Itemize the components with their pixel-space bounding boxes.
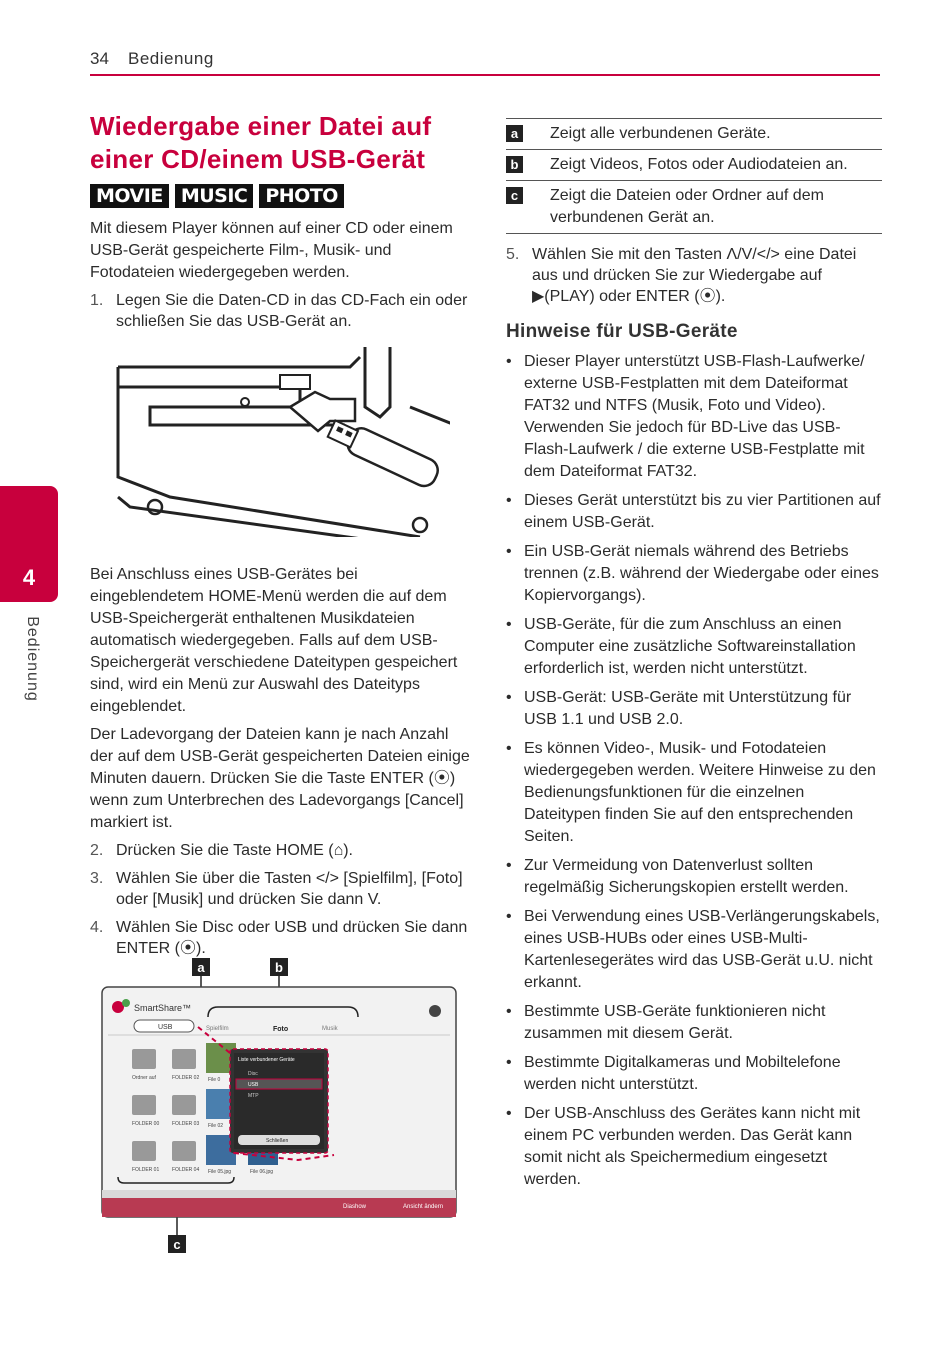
chapter-label: Bedienung <box>24 616 41 702</box>
list-item: • USB-Gerät: USB-Geräte mit Unterstützung für USB 1.1 und USB 2.0. <box>506 687 882 731</box>
intro-text: Mit diesem Player können auf einer CD oder einem USB-Gerät gespeicherte Film-, Musik- und Fotodateien wiedergegeben werden. <box>90 220 453 281</box>
svg-text:FOLDER 01: FOLDER 01 <box>132 1167 160 1173</box>
svg-text:USB: USB <box>158 1024 173 1031</box>
smartshare-screen-illustration <box>98 955 464 1257</box>
list-item: • Bei Verwendung eines USB-Verlängerungskabels, eines USB-HUBs oder eines USB-Multi-Kartenlesegerätes wird das USB-Gerät u.U. nicht erkannt. <box>506 906 882 994</box>
svg-text:Foto: Foto <box>273 1026 289 1033</box>
list-item: • Der USB-Anschluss des Gerätes kann nicht mit einem PC verbunden werden. Das Gerät kann somit nicht als Speichermedium eingesetzt werden. <box>506 1103 882 1191</box>
step-1: 1. Legen Sie die Daten-CD in das CD-Fach ein oder schließen Sie das USB-Gerät an. <box>90 292 468 330</box>
list-item: • Zur Vermeidung von Datenverlust sollten regelmäßig Sicherungskopien erstellt werden. <box>506 855 882 899</box>
svg-text:Schließen: Schließen <box>266 1138 289 1144</box>
music-badge: MUSIC <box>175 184 254 208</box>
key-a: a <box>506 125 523 142</box>
svg-text:b: b <box>275 960 283 975</box>
svg-text:Ordner auf: Ordner auf <box>132 1075 156 1081</box>
svg-text:a: a <box>197 960 205 975</box>
table-row <box>506 150 882 181</box>
svg-text:File 05.jpg: File 05.jpg <box>208 1169 232 1175</box>
usb-connection-illustration <box>90 347 450 537</box>
photo-badge: PHOTO <box>259 184 344 208</box>
usb-autoplay-text: Bei Anschluss eines USB-Gerätes bei eingeblendetem HOME-Menü werden die auf dem USB-Speichergerät enthaltenen Musikdateien automatisch wiedergegeben. Falls auf dem USB-Speichergerät verschiedene Dateitypen gespeichert sind, wird ein Menü zur Auswahl des Dateityps eingeblendet. <box>90 566 458 715</box>
list-item: • USB-Geräte, für die zum Anschluss an einen Computer eine zusätzliche Softwareinstallation erforderlich ist, werden nicht unterstützt. <box>506 614 882 680</box>
page-number: 34 <box>90 49 109 68</box>
svg-text:FOLDER 00: FOLDER 00 <box>132 1121 160 1127</box>
svg-text:FOLDER 04: FOLDER 04 <box>172 1167 200 1173</box>
table-row <box>506 181 882 234</box>
steps-list-1 <box>90 290 472 332</box>
chapter-number: 4 <box>22 565 36 590</box>
step-3: 3. Wählen Sie über die Tasten </> [Spielfilm], [Foto] oder [Musik] und drücken Sie dann V. <box>90 870 463 908</box>
page-title: Wiedergabe einer Datei auf einer CD/einem USB-Gerät <box>90 111 432 174</box>
right-column <box>506 118 882 1198</box>
svg-text:File 06.jpg: File 06.jpg <box>250 1169 274 1175</box>
svg-text:Musik: Musik <box>322 1026 338 1032</box>
svg-text:Ansicht ändern: Ansicht ändern <box>403 1204 444 1210</box>
svg-text:File 02: File 02 <box>208 1123 224 1129</box>
svg-text:FOLDER 03: FOLDER 03 <box>172 1121 200 1127</box>
list-item: • Ein USB-Gerät niemals während des Betriebs trennen (z.B. während der Wiedergabe oder eines Kopiervorgangs). <box>506 541 882 607</box>
media-badges <box>90 184 472 208</box>
svg-text:Diashow: Diashow <box>343 1204 367 1210</box>
steps-list-3 <box>506 244 882 307</box>
movie-badge: MOVIE <box>90 184 169 208</box>
usb-notes-list <box>506 351 882 1191</box>
list-item: • Dieser Player unterstützt USB-Flash-Laufwerke/ externe USB-Festplatten mit dem Dateiformat FAT32 und NTFS (Musik, Foto und Video). Verwenden Sie jedoch für BD-Live das USB-Flash-Laufwerk / die externe USB-Festplatte mit dem Dateiformat FAT32. <box>506 351 882 483</box>
svg-text:USB: USB <box>248 1082 259 1088</box>
list-item: • Dieses Gerät unterstützt bis zu vier Partitionen auf einem USB-Gerät. <box>506 490 882 534</box>
svg-text:MTP: MTP <box>248 1093 259 1099</box>
steps-list-2 <box>90 840 472 959</box>
ref-text: Zeigt die Dateien oder Ordner auf dem verbundenen Gerät an. <box>550 181 882 234</box>
list-item: • Es können Video-, Musik- und Fotodateien wiedergegeben werden. Weitere Hinweise zu den Bedienungsfunktionen für die einzelnen Dateitypen finden Sie auf den entsprechenden Seiten. <box>506 738 882 848</box>
svg-text:FOLDER 02: FOLDER 02 <box>172 1075 200 1081</box>
left-column <box>90 110 472 966</box>
key-c: c <box>506 187 523 204</box>
svg-text:Spielfilm: Spielfilm <box>206 1026 229 1032</box>
header-rule <box>90 74 880 76</box>
key-b: b <box>506 156 523 173</box>
list-item: • Bestimmte Digitalkameras und Mobiltelefone werden nicht unterstützt. <box>506 1052 882 1096</box>
svg-text:c: c <box>173 1237 181 1252</box>
table-row <box>506 119 882 150</box>
ref-text: Zeigt Videos, Fotos oder Audiodateien an. <box>550 150 882 181</box>
list-item: • Bestimmte USB-Geräte funktionieren nicht zusammen mit diesem Gerät. <box>506 1001 882 1045</box>
svg-text:SmartShare™: SmartShare™ <box>134 1003 192 1013</box>
callout-reference-table <box>506 118 882 234</box>
loading-text: Der Ladevorgang der Dateien kann je nach Anzahl der auf dem USB-Gerät gespeicherten Dateien einige Minuten dauern. Drücken Sie die Taste ENTER (⦿) wenn zum Unterbrechen des Ladevorgangs [Cancel] markiert ist. <box>90 726 470 831</box>
step-5: 5. Wählen Sie mit den Tasten Λ/V/</> eine Datei aus und drücken Sie zur Wiedergabe auf ▶(PLAY) oder ENTER (⦿). <box>506 246 857 305</box>
svg-text:Liste verbundener Geräte: Liste verbundener Geräte <box>238 1057 295 1063</box>
usb-notes-heading: Hinweise für USB-Geräte <box>506 321 738 342</box>
step-2: 2. Drücken Sie die Taste HOME (⌂). <box>90 842 353 859</box>
svg-text:File 0: File 0 <box>208 1077 221 1083</box>
svg-text:Disc: Disc <box>248 1071 258 1077</box>
running-header: Bedienung <box>128 49 214 68</box>
ref-text: Zeigt alle verbundenen Geräte. <box>550 119 882 150</box>
step-4: 4. Wählen Sie Disc oder USB und drücken Sie dann ENTER (⦿). <box>90 919 468 957</box>
